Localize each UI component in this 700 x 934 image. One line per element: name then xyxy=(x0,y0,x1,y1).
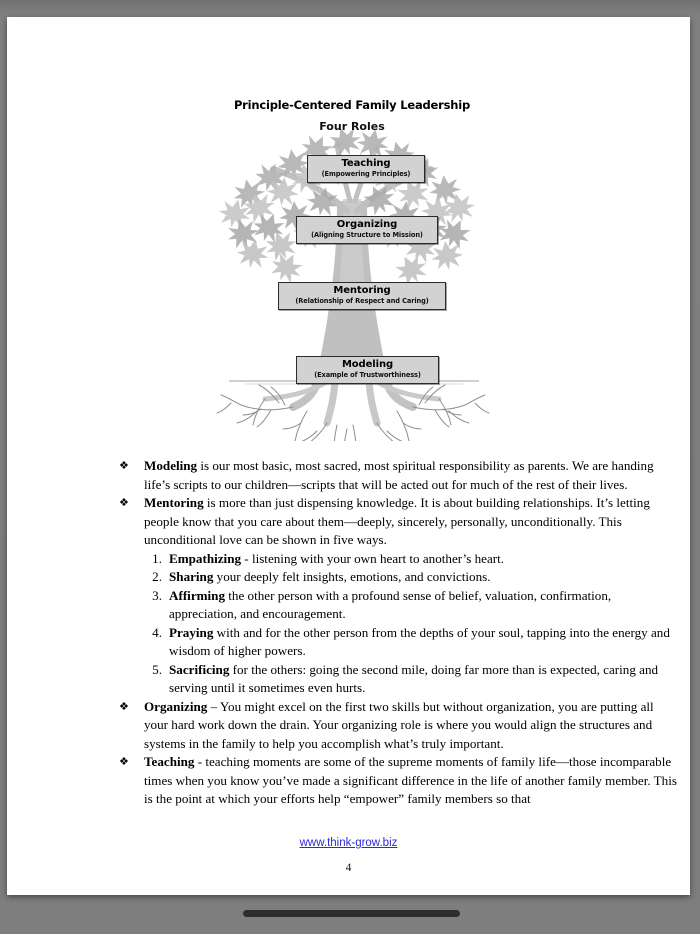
five-ways-list xyxy=(119,550,677,698)
bullet-text: is our most basic, most sacred, most spiritual responsibility as parents. We are handing life’s scripts to our children—scripts that will be acted out for much of the rest of their lives. xyxy=(144,458,654,492)
bullet-text: is more than just dispensing knowledge. It is about building relationships. It’s letting people know that you care about them—deeply, sincerely, personally, unconditionally. This unconditional love can be shown in five ways. xyxy=(144,495,650,547)
bullet-item-teaching xyxy=(119,753,677,809)
bullet-term: Organizing xyxy=(144,698,208,714)
list-marker: 4. xyxy=(152,624,162,640)
list-text: - listening with your own heart to another’s heart. xyxy=(241,550,505,566)
diagram-title: Principle-Centered Family Leadership xyxy=(233,98,471,112)
list-text: the other person with a profound sense of belief, valuation, confirmation, appreciation, and encouragement. xyxy=(169,587,612,621)
list-marker: 5. xyxy=(152,661,162,677)
bullet-term: Modeling xyxy=(144,458,198,473)
list-item xyxy=(119,568,677,587)
bullet-term: Teaching xyxy=(144,754,195,769)
body-text xyxy=(119,457,677,809)
role-title: Modeling xyxy=(341,359,394,370)
role-title: Organizing xyxy=(336,219,398,230)
list-term: Sacrificing xyxy=(169,661,230,677)
list-marker: 2. xyxy=(152,569,162,584)
role-box-organizing xyxy=(296,216,438,244)
list-item xyxy=(119,624,677,661)
role-descriptor: (Relationship of Respect and Caring) xyxy=(295,297,429,305)
bullet-item-mentoring xyxy=(119,494,677,550)
role-descriptor: (Example of Trustworthiness) xyxy=(314,371,421,379)
page-number: 4 xyxy=(345,862,352,874)
list-item xyxy=(119,661,677,698)
diamond-bullet-icon: ❖ xyxy=(119,496,129,509)
list-item xyxy=(119,587,677,624)
list-term: Empathizing xyxy=(169,550,242,566)
diamond-bullet-icon: ❖ xyxy=(119,459,129,472)
role-title: Mentoring xyxy=(333,285,391,296)
horizontal-scrollbar-thumb[interactable] xyxy=(243,910,460,917)
horizontal-scrollbar[interactable] xyxy=(0,900,700,934)
role-descriptor: (Aligning Structure to Mission) xyxy=(311,231,423,239)
bullet-item-organizing xyxy=(119,698,677,754)
bullet-text: - teaching moments are some of the supreme moments of family life—those incomparable times when you know you’ve made a significant difference in the life of another family member. This is the point at which your efforts help “empower” family members so that xyxy=(144,754,677,806)
bullet-item-modeling xyxy=(119,457,677,494)
role-title: Teaching xyxy=(341,158,391,169)
bullet-term: Mentoring xyxy=(144,495,204,510)
list-item xyxy=(119,550,677,569)
diagram-subtitle: Four Roles xyxy=(319,120,385,133)
list-text: for the others: going the second mile, doing far more than is expected, caring and serving until it sometimes even hurts. xyxy=(169,661,659,695)
list-marker: 3. xyxy=(152,587,162,603)
footer-website-link[interactable]: www.think-grow.biz xyxy=(299,837,398,849)
role-box-modeling xyxy=(296,356,439,384)
list-term: Affirming xyxy=(169,587,226,603)
bullet-text: – You might excel on the first two skills but without organization, you are putting all your hard work down the drain. Your organizing role is where you would align the structures and systems in the family to help you accomplish what’s truly important. xyxy=(144,698,654,751)
document-page xyxy=(7,17,690,895)
list-marker: 1. xyxy=(152,550,162,566)
list-text: with and for the other person from the depths of your soul, tapping into the energy and wisdom of higher powers. xyxy=(169,624,670,658)
list-text: your deeply felt insights, emotions, and convictions. xyxy=(213,569,491,584)
family-leadership-diagram xyxy=(187,81,517,441)
role-box-teaching xyxy=(307,155,425,183)
role-box-mentoring xyxy=(278,282,446,310)
tree-illustration-icon xyxy=(187,81,517,441)
role-descriptor: (Empowering Principles) xyxy=(321,170,411,178)
diamond-bullet-icon: ❖ xyxy=(119,699,129,713)
list-term: Praying xyxy=(169,624,214,640)
list-term: Sharing xyxy=(169,569,214,584)
diamond-bullet-icon: ❖ xyxy=(119,755,129,768)
